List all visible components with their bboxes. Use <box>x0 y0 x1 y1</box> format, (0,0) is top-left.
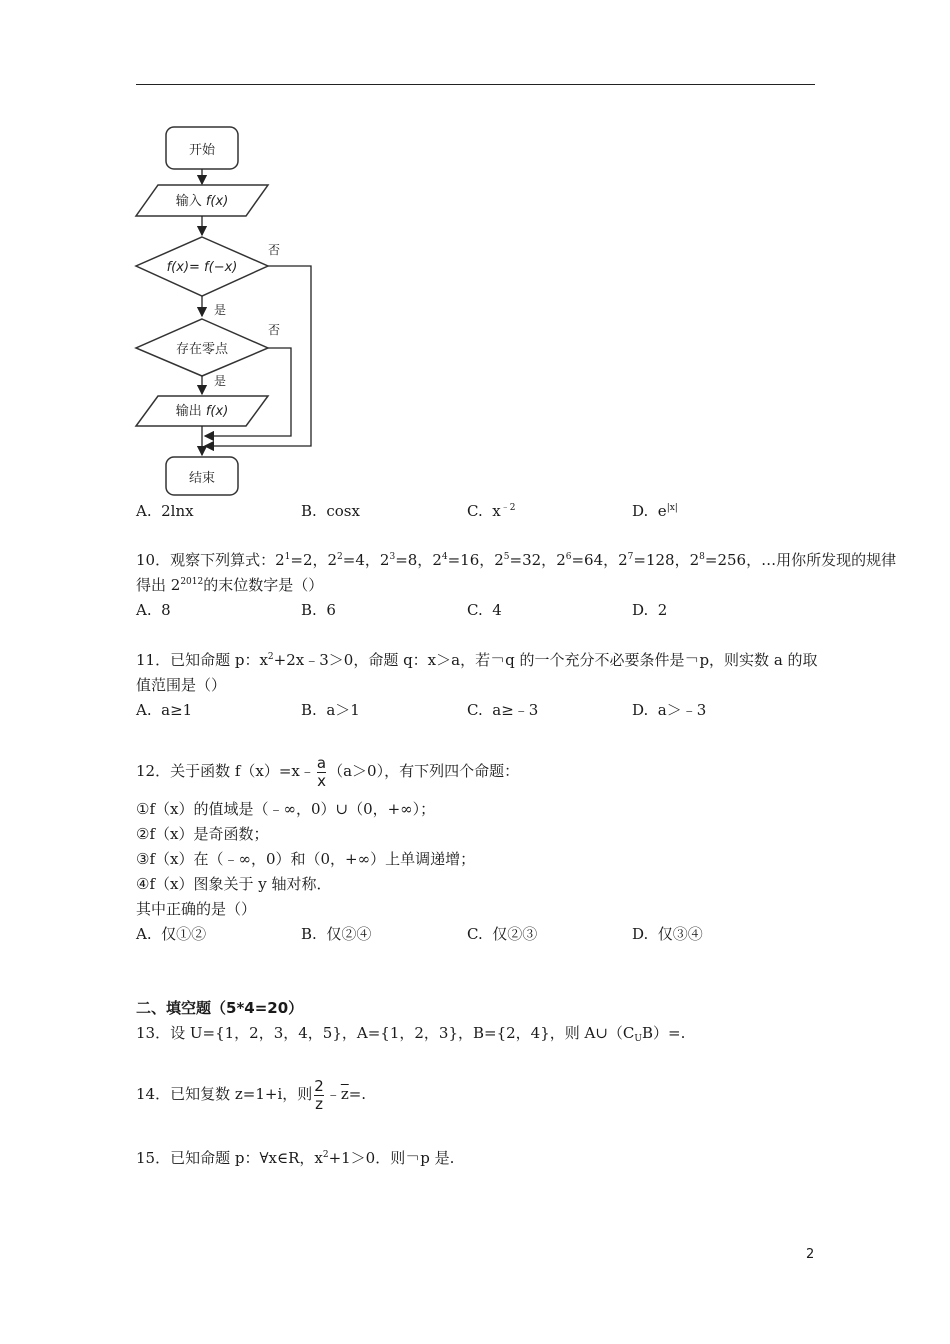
q9-option-d: D. $e^{|x|}$ <box>632 502 678 520</box>
q12-option-c: C. 仅②③ <box>467 925 538 943</box>
q13-stem: 13．设 U={1，2，3，4，5}，A={1，2，3}，B={2，4}，则 $A\cup(C_UB)=$. <box>136 1024 686 1044</box>
q12-option-b: B. 仅②④ <box>301 925 372 943</box>
q11-option-d: D. a＞﹣3 <box>632 701 707 719</box>
flow-input-label: 输入 <box>175 194 202 209</box>
q12-option-a: A. 仅①② <box>136 925 207 943</box>
flow-yes-label-2: 是 <box>214 374 227 388</box>
flow-output-label: 输出 <box>175 404 202 419</box>
q15-stem: 15．已知命题 p：∀x∈R，$x^2+1>0$．则￢p 是. <box>136 1149 455 1167</box>
q10-option-d: D. 2 <box>632 601 668 619</box>
q12-prop-4: ④f（x）图象关于 y 轴对称． <box>136 875 332 893</box>
header-rule <box>136 84 815 85</box>
flow-yes-label-1: 是 <box>214 303 227 317</box>
svg-text:输出 f(x): 输出 f(x) <box>175 404 229 419</box>
q11-stem-line2: 值范围是（） <box>136 676 227 694</box>
q12-option-d: D. 仅③④ <box>632 925 703 943</box>
svg-text:f(x)= f(−x): f(x)= f(−x) <box>166 260 238 275</box>
svg-text:输入 f(x): 输入 f(x) <box>175 194 229 209</box>
q11-option-b: B. a＞1 <box>301 701 360 719</box>
q9-option-b: B. cosx <box>301 502 360 520</box>
q10-option-a: A. 8 <box>136 601 171 619</box>
q10-stem: 10．观察下列算式：$2^1=2$，$2^2=4$，$2^3=8$，$2^4=16$，$2^5=32$，$2^6=64$，$2^7=128$，$2^8=256$，…用你所发现的规律 <box>136 551 897 569</box>
q12-prop-3: ③f（x）在（﹣∞，0）和（0，+∞）上单调递增； <box>136 850 476 868</box>
q10-stem-line2: 得出 $2^{2012}$的末位数字是（） <box>136 576 324 594</box>
q10-option-c: C. 4 <box>467 601 502 619</box>
q12-stem: 12．关于函数 f（x）=x﹣ $\frac{a}{x}$ （a＞0），有下列四个命题： <box>136 753 520 790</box>
q14-zbar: $\overline{z}$ <box>340 1085 349 1103</box>
q9-option-a: A. 2lnx <box>136 502 194 520</box>
flow-no-label-2: 否 <box>268 323 281 337</box>
q12-fraction: $\frac{a}{x}$ <box>316 753 327 790</box>
q11-option-c: C. a≥﹣3 <box>467 701 539 719</box>
flow-no-label-1: 否 <box>268 243 281 257</box>
q14-fraction: $\frac{2}{z}$ <box>314 1076 324 1113</box>
q14-stem: 14．已知复数 z=1+i，则 $\frac{2}{z}$ $﹣\overline{z}=$. <box>136 1076 367 1113</box>
flow-start-label: 开始 <box>188 143 216 158</box>
flow-end-label: 结束 <box>188 471 216 486</box>
q10-option-b: B. 6 <box>301 601 336 619</box>
q9-option-c: C. $x^{﹣2}$ <box>467 502 516 520</box>
q12-prop-1: ①f（x）的值域是（﹣∞，0）∪（0，+∞）； <box>136 800 436 818</box>
page-number: 2 <box>806 1247 815 1262</box>
q11-option-a: A. a≥1 <box>136 701 193 719</box>
section-fill-in-title: 二、填空题（5*4=20） <box>136 999 304 1017</box>
q12-ask: 其中正确的是（） <box>136 900 257 918</box>
flow-decision-zero-label: 存在零点 <box>175 342 229 357</box>
flowchart <box>120 118 460 498</box>
q12-prop-2: ②f（x）是奇函数； <box>136 825 269 843</box>
q11-stem: 11．已知命题 p：$x^2+2x﹣3>0$，命题 q：x＞a，若￢q 的一个充分不必要条件是￢p，则实数 a 的取 <box>136 651 818 669</box>
